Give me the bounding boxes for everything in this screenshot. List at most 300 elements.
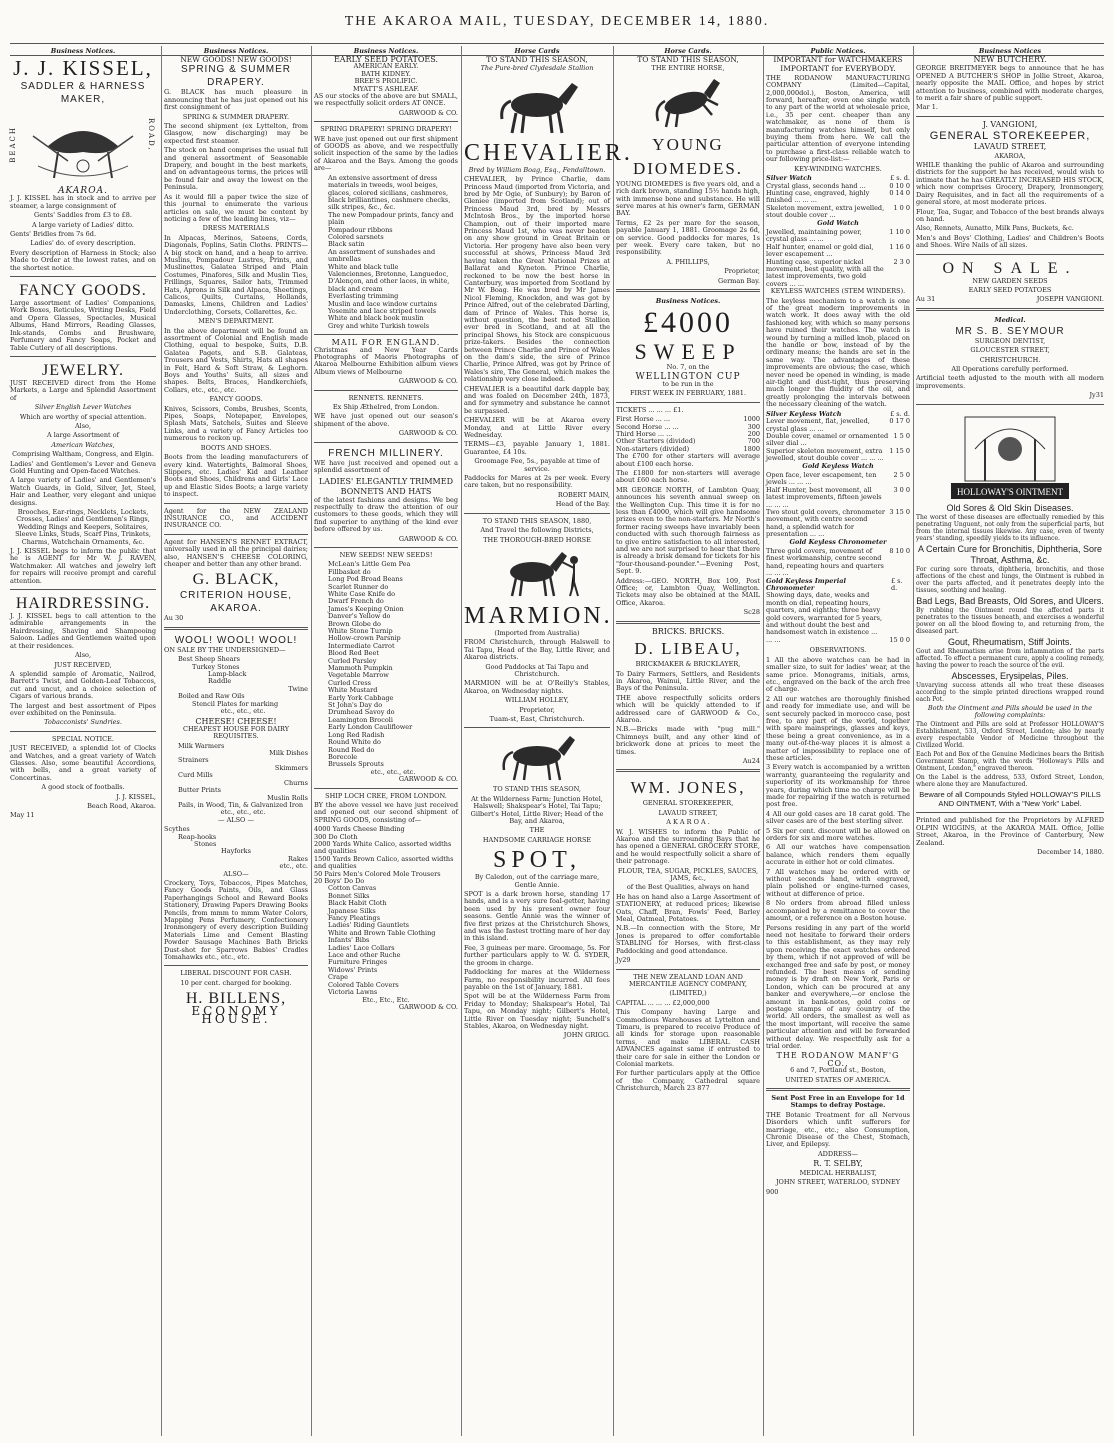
signature: GARWOOD & CO.	[398, 534, 458, 543]
subheading: KEYLESS WATCHES (STEM WINDERS).	[770, 287, 906, 296]
imprint: Printed and published for the Proprietors by ALFRED OLPIN WIGGINS, at the AKAROA MAIL Office, Jollie Street, Akaroa, in the Province of Canterbury, New Zealand.	[916, 816, 1104, 847]
text-block: AKAROA,	[994, 151, 1026, 160]
subheading: Gold Keyless Imperial Chronometer	[766, 576, 846, 593]
text-block: Unvarying success attends all who treat these diseases according to the simple printed directions wrapped round each Pot.	[916, 681, 1104, 703]
list-item: White and Brown Table Clothing	[328, 928, 436, 937]
text-block: Paddocking for mares at the Wilderness Farm, no responsibility incurred. All fees payable on the 1st of January, 1881.	[464, 968, 610, 991]
currency-header: £ s. d.	[890, 576, 903, 593]
section-heading: FANCY GOODS.	[19, 282, 147, 300]
text-block: Agent for the NEW ZEALAND INSURANCE CO., and ACCIDENT INSURANCE CO.	[164, 506, 308, 530]
text-block: He has on hand also a Large Assortment of STATIONERY, at reduced prices; likewise Oats, Chaff, Bran, Fowls' Feed, Barley Meal, Oatmeal, Potatoes.	[616, 892, 760, 924]
text-block: TERMS—£3, payable January 1, 1881. Guarantee, £4 10s.	[464, 440, 610, 456]
text-block: Which are worthy of special attention.	[19, 412, 147, 421]
horse-name: MARMION.	[464, 602, 613, 629]
text-block: LAVAUD STREET,	[973, 142, 1047, 152]
text-block: GEORGE BREITMEYER begs to announce that he has OPENED A BUTCHER'S SHOP in Jollie Street, Akaroa, nearly opposite the MAIL Office, and hopes by strict attention to business, combined with moderate charges, to merit a fair share of public support.	[916, 64, 1104, 103]
column-divider	[763, 46, 764, 1436]
divider	[916, 308, 1104, 311]
list-item: Mammoth Pumpkin	[328, 664, 393, 673]
divider	[314, 334, 458, 335]
text-block: This Company having Large and Commodious Warehouses at Lyttelton and Timaru, is prepared to receive Produce of all kinds for storage upon reasonable terms, and make LIBERAL CASH ADVANCES against same if entrusted to their care for sale in either the London or Colonial markets.	[616, 1008, 760, 1068]
section-heading: LADIES' ELEGANTLY TRIMMED BONNETS AND HATS	[318, 476, 453, 496]
holloway-emblem-icon	[935, 409, 1085, 501]
text-block: Both the Ointment and Pills should be used in the following complaints:	[927, 703, 1093, 719]
list-item: etc., etc., etc.	[220, 707, 266, 716]
text-block: AS our stocks of the above are but SMALL, we respectfully solicit orders AT ONCE.	[314, 92, 458, 108]
text-block: THE Botanic Treatment for all Nervous Disorders which unfit sufferers for marriage, etc., etc.; also Consumption, Chronic Disease of the Chest, Stomach, Liver, and Epilepsy.	[766, 1110, 910, 1149]
text-block: WHILE thanking the public of Akaroa and surrounding districts for the support he has received, would wish to intimate that he has GREATLY INCREASED HIS STOCK, which now comprises Grocery, Drapery, Ironmongery, Dairy Requisites, and in fact all the requirements of a general store, at most moderate prices.	[916, 161, 1104, 207]
text-block: CHEVALIER will be at Akaroa every Monday, and at Little River every Wednesday.	[464, 416, 610, 440]
list-item: BATH KIDNEY.	[361, 69, 411, 78]
divider	[10, 356, 156, 357]
text-block: Artificial teeth adjusted to the mouth with all modern improvements.	[916, 374, 1104, 390]
list-item: Round Red do	[328, 745, 375, 754]
date-code: Jy31	[1089, 391, 1104, 400]
signature: A. PHILLIPS,	[666, 257, 710, 266]
subheading: — ALSO —	[218, 815, 254, 824]
price-value: 1 15 0	[889, 446, 910, 455]
price-list	[766, 418, 910, 462]
list-item: Rakes	[287, 854, 308, 863]
price-value: 2 3 0	[893, 257, 910, 266]
divider	[766, 1088, 910, 1091]
subheading: CHEAPEST HOUSE FOR DAIRY REQUISITES.	[182, 724, 290, 741]
divider	[314, 121, 458, 122]
text-block: Terms, £2 2s per mare for the season, payable January 1, 1881. Groomage 2s 6d, on service. Good paddocks for mares, 1s per week. Every care taken, but no responsibility.	[616, 218, 760, 257]
list-item: Churns	[284, 778, 308, 787]
rodanow-title: THE RODANOW MANF'G CO.,	[776, 1051, 900, 1068]
list-item: Furniture Fringes	[328, 958, 388, 967]
price-row	[766, 259, 910, 289]
list-item: Etc., Etc., Etc.	[362, 995, 410, 1004]
subheading: FANCY GOODS.	[209, 395, 263, 404]
side-label-left: BEACH	[9, 126, 17, 163]
list-item: Brussels Sprouts	[328, 760, 384, 769]
price-label: Two stout gold covers, chronometer movement, with centre second hand, a splendid watch for presentation ... ...	[766, 507, 885, 539]
vangioni-title: J. VANGIONI,	[982, 119, 1038, 129]
divider	[10, 731, 156, 732]
text-block: JUST RECEIVED,	[54, 660, 112, 669]
text-block: of the Best Qualities, always on hand	[626, 883, 750, 892]
prize-label: Non-starters (divided)	[616, 444, 690, 453]
column-header: Horse Cards	[514, 47, 560, 55]
list-item: 4000 Yards Cheese Binding	[314, 825, 405, 834]
list-item: Cotton Canvas	[328, 884, 377, 893]
billens-title: H. BILLENS,	[185, 990, 287, 1008]
text-block: JUST RECEIVED direct from the Home Markets, a Large and Splendid Assortment of	[10, 378, 156, 402]
libeau-title: D. LIBEAU,	[634, 639, 742, 659]
list-item: 2000 Yards White Calico, assorted widths and qualities	[314, 839, 452, 856]
text-block: Paddocks for Mares at 2s per week. Every care taken, but no responsibility.	[464, 474, 610, 490]
list-item: Hayforks	[221, 847, 251, 856]
saddle-illustration	[10, 106, 156, 188]
column-1	[10, 46, 156, 1438]
list-item: Intermediate Carrot	[328, 641, 395, 650]
price-list	[766, 229, 910, 288]
text-block: N.B.—Bricks made with "pug mill." Chimneys built, and any other kind of brickwork done at prices to meet the times.	[616, 725, 760, 756]
list-item: etc., etc.	[279, 862, 308, 871]
dentist-name: MR S. B. SEYMOUR	[955, 325, 1065, 337]
rearing-horse-icon	[646, 75, 730, 131]
text-block: The worst of these diseases are effectually remedied by this penetrating Unguent, not only from the superficial parts, but from the internal tissues likewise. Any case, even of twenty years' standing, speedily yields to its influence.	[916, 513, 1104, 542]
divider	[10, 589, 156, 590]
list-item: An assortment of sunshades and umbrellas	[328, 247, 436, 264]
date-code: Jy29	[616, 956, 631, 965]
text-block: Men's and Boys' Clothing, Ladies' and Children's Boots and Shoes. Wire Nails of all sizes.	[916, 233, 1104, 250]
text-block: J. J. KISSEL begs to inform the public that he is AGENT for Mr W. J. RAVEN, Watchmaker. All watches and jewelry left for repairs will receive prompt and careful attention.	[10, 547, 156, 585]
price-label: Half Hunter, best movement, all latest improvements, fifteen jewels ... ... ...	[766, 485, 882, 509]
column-header: Business Notices.	[353, 47, 419, 55]
section-heading: GENERAL STOREKEEPER,	[929, 130, 1091, 143]
column-header: Business Notices.	[50, 47, 116, 55]
text-block: FIRST WEEK IN FEBRUARY, 1881.	[629, 389, 747, 398]
list-item: Milk Warmers	[178, 741, 225, 750]
section-heading: Gout, Rheumatism, Stiff Joints.	[948, 636, 1072, 647]
text-block: At the Wilderness Farm; Junction Hotel, Halswell; Shakspear's Hotel, Tai Tapu; Gilbert's Hotel, Little River; Head of the Bay, and Akaroa,	[470, 794, 604, 825]
price-label: Lever movement, flat, jewelled, crystal glass ... ...	[766, 417, 870, 433]
signature: GARWOOD & CO.	[398, 1002, 458, 1011]
section-heading: MAIL FOR ENGLAND.	[331, 338, 441, 348]
masthead-rule	[10, 43, 1104, 44]
list-item: Lamp-black	[208, 670, 247, 678]
list-item: Early London Cauliflower	[328, 723, 413, 732]
text-block: All Operations carefully performed.	[951, 364, 1069, 373]
criterion-house: CRITERION HOUSE, AKAROA.	[179, 590, 293, 615]
subheading: Silver Keyless Watch	[766, 409, 842, 418]
goods-list	[164, 656, 308, 715]
price-label: Crystal glass, seconds hand ...	[766, 181, 866, 190]
text-block: Brooches, Ear-rings, Necklets, Lockets, Crosses, Ladies' and Gentlemen's Rings, Wedding Rings and Keepers, Solitaires, Sleeve Links, Studs, Scarf Pins, Trinkets, Charms, Watchchain Ornaments, &c.	[15, 508, 151, 546]
text-block: Also,	[74, 651, 92, 660]
price-row	[766, 448, 910, 463]
text-block: (LIMITED,)	[669, 989, 707, 998]
jones-title: WM. JONES,	[630, 778, 746, 798]
price-row	[766, 205, 910, 220]
subheading: KEY-WINDING WATCHES.	[794, 164, 882, 173]
section-heading: IMPORTANT for WATCHMAKERS	[773, 55, 903, 64]
text-block: The Ointment and Pills are sold at Professor HOLLOWAY'S Establishment, 533, Oxford Street, London; also by nearly every respectable Vendor of Medicine throughout the Civilized World.	[916, 721, 1104, 750]
list-item: Blood Red Beet	[328, 649, 379, 658]
column-divider	[161, 46, 162, 1436]
list-item: Everlasting trimming	[328, 292, 399, 301]
list-item: Japanese Silks	[328, 906, 376, 915]
list-item: Crape	[328, 973, 348, 982]
subheading: Gold Keyless Chronometer	[789, 537, 887, 546]
subheading: Silver Watch	[766, 174, 812, 183]
price-header-row	[766, 578, 910, 593]
observation-item: 3 Every watch is accompanied by a written warranty, guaranteeing the regularity and superiority of its workmanship for three years, during which time no charge will be made for repairing if the watch is returned post free.	[766, 763, 910, 809]
divider	[616, 969, 760, 970]
prize-label: Other Starters (divided)	[616, 437, 696, 446]
date-code: December 14, 1880.	[1037, 848, 1104, 857]
section-heading: SPRING & SUMMER DRAPERY.	[180, 64, 291, 89]
list-item: Reap-hooks	[178, 832, 217, 841]
subheading: OBSERVATIONS.	[809, 646, 867, 655]
text-block: WE have just received and opened out a splendid assortment of	[314, 458, 458, 475]
list-item: Early York Cabbage	[328, 693, 394, 702]
price-value: 0 14 0	[889, 188, 910, 197]
text-block: BRICKMAKER & BRICKLAYER,	[635, 660, 741, 669]
drapery-list	[314, 175, 458, 331]
text-block: J. J. KISSEL begs to call attention to the admirable arrangements in the Hairdressing, Shaving and Shampooing Saloon. Ladies and Gentlemen waited upon at their residences.	[10, 612, 156, 650]
price-label: Hunting case, engraved, highly finished ... ... ...	[766, 188, 870, 205]
list-item: Borecole	[328, 752, 358, 761]
list-item: The new Pompadour prints, fancy and plain	[328, 210, 454, 227]
text-block: A large Assortment of	[46, 431, 120, 440]
text-block: Ex Ship Æthelred, from London.	[332, 403, 440, 412]
text-block: Agent for HANSEN'S RENNET EXTRACT, universally used in all the principal dairies; also, HANSEN'S CHEESE COLORING, cheaper and better than any other brand.	[164, 537, 308, 568]
text-block: BY the above vessel we have just received and opened out our second shipment of SPRING GOODS, consisting of—	[314, 800, 458, 824]
list-item: Best Sheep Shears	[178, 655, 241, 664]
list-item: Ladies' Lace Collars	[328, 943, 395, 952]
column-7	[916, 46, 1104, 1438]
horse-with-groom-icon	[492, 546, 582, 600]
price-value: 1 10 0	[889, 227, 910, 236]
text-block: Crockery, Toys, Tobaccos, Pipes Matches, Fancy Goods Paints, Oils, and Glass Paperhangings School and Reward Books Stationery, Drawing Papers Drawing Books Pencils, from mmm to mmm Water Colors, Mapping Pens Perfumery, Confectionery Ironmongery of every description Building Materials Lime and Cement Blasting Powder Sausage Machines Bath Bricks Dust-shot for Sparrows Babies' Cradles Tomahawks etc., etc., etc.	[164, 878, 308, 962]
text-block: FROM Christchurch, through Halswell to Tai Tapu, Head of the Bay, Little River, and Akaroa districts.	[464, 638, 610, 662]
text-block: Persons residing in any part of the world need not hesitate to forward their orders to this establishment, as they may rely upon receiving the exact watches ordered by them, which if not approved of will be exchanged free and safe by post, or money refunded. The best means of sending money is by draft on New York, Paris or London, which can be procured at any banker and everywhere,—or enclose the amount in bank-notes, gold coins or postage stamps of any country of the world. All orders, the smallest as well as the most important, will receive the same particular attention and will be forwarded without delay. We respectfully ask for a trial order.	[766, 923, 910, 1050]
text-block: A good stock of footballs.	[41, 783, 125, 792]
list-item: McLean's Little Gem Pea	[328, 560, 411, 569]
list-item: 1500 Yards Brown Calico, assorted widths and qualities	[314, 854, 454, 871]
subheading: DRESS MATERIALS	[202, 224, 270, 233]
list-item: Bonnet Silks	[328, 891, 370, 900]
signature: ROBERT MAIN,	[557, 490, 610, 499]
section-heading: THE NEW ZEALAND LOAN AND MERCANTILE AGENCY COMPANY,	[629, 972, 747, 988]
list-item: Pompadour ribbons	[328, 225, 393, 234]
observation-item: 8 No orders from abroad filled unless accompanied by a remittance to cover the amount, or a reference on a Boston house.	[766, 899, 910, 923]
section-heading: A Certain Cure for Bronchitis, Diphtheria, Sore Throat, Asthma, &c.	[917, 543, 1103, 565]
prize-label: First Horse ... ...	[616, 415, 671, 424]
holloway-banner: HOLLOWAY'S OINTMENT	[956, 486, 1064, 497]
on-sale-heading: ON SALE.	[942, 259, 1078, 277]
section-heading: TO STAND THIS SEASON,	[637, 55, 739, 64]
text-block: WE have just opened out our season's shipment of the above.	[314, 412, 458, 428]
text-block: Gents' Bridles from 7s 6d.	[10, 230, 97, 239]
text-block: Large assortment of Ladies' Companions, Work Boxes, Reticules, Writing Desks, Field and Opera Glasses, Spectacles, Musical Albums, Hand Mirrors, Reading Glasses, Ink-stands, Combs and Brushware, Perfumery and Fancy Soaps, Pocket and Table Cutlery of all descriptions.	[10, 299, 156, 352]
column-6	[766, 46, 910, 1438]
text-block: ON SALE BY THE UNDERSIGNED—	[164, 645, 286, 654]
section-heading: NEW BUTCHERY.	[973, 55, 1047, 64]
text-block: Silver English Lever Watches	[34, 403, 132, 412]
price-row	[766, 472, 910, 487]
text-block: JOHN STREET, WATERLOO, SYDNEY	[775, 1178, 901, 1187]
list-item: Infants' Bibs	[328, 936, 370, 945]
price-row	[766, 592, 910, 644]
price-value: 2 5 0	[893, 470, 910, 479]
list-item: Raddle	[208, 677, 232, 686]
price-value: 1 0 0	[893, 203, 910, 212]
section-heading: BRICKS. BRICKS.	[651, 626, 725, 636]
list-item: Brown Globe do	[328, 619, 381, 628]
section-heading: HAIRDRESSING.	[15, 595, 151, 613]
list-item: Victoria Lawns	[328, 988, 378, 997]
subheading: BOOTS AND SHOES.	[200, 443, 272, 452]
carriage-horse-icon	[492, 732, 582, 784]
text-block: The Pure-bred Clydesdale Stallion	[480, 64, 594, 73]
price-row	[766, 433, 910, 448]
section-heading: RENNETS. RENNETS.	[348, 393, 424, 402]
text-block: In the above department will be found an assortment of Colonial and English made Clothing, equal to bespoke, Suits, D.B. Galatea Pagets, and S.B. Galateas, Trousers and Vests, Shirts, Hats all shapes in Felt, Hard & Soft Straw, & Leghorn. Boys and Youths' Suits, all sizes and shapes. Belts, Braces, Handkerchiefs, Collars, etc., etc., etc.	[164, 326, 308, 394]
section-heading: TO STAND THIS SEASON, 1880,	[482, 516, 592, 525]
saddle-icon	[28, 106, 138, 186]
column-divider	[613, 46, 614, 1436]
price-label: Double cover, enamel or ornamented silver dial ...	[766, 431, 889, 448]
list-item: Ladies' Riding Gauntlets	[328, 921, 410, 930]
section-heading: EARLY SEED POTATOES.	[333, 55, 439, 64]
text-block: GENERAL STOREKEEPER,	[642, 799, 734, 808]
section-heading: FRENCH MILLINERY.	[328, 447, 444, 459]
text-block: The keyless mechanism to a watch is one of the great modern improvements in watch work. It does away with the old fashioned key, with which so many persons have ruined their watches. The watch is wound by turning a milled knob, placed on the handle or bow, instead of by the ordinary means; the hands are set in the same way. The advantages of these improvements are obvious; the case, which never need be opened in winding, is made air-tight and dust-tight, thus preserving much longer the fluidity of the oil, and greatly prolonging the intervals between the necessary cleaning of the watch.	[766, 296, 910, 409]
list-item: 50 Pairs Men's Colored Mole Trousers	[314, 869, 441, 878]
section-heading: Abscesses, Erysipelas, Piles.	[951, 670, 1069, 681]
divider	[314, 390, 458, 391]
price-list	[766, 472, 910, 539]
text-block: NEW GARDEN SEEDS	[972, 276, 1048, 285]
divider	[314, 547, 458, 548]
list-item: Skimmers	[274, 763, 308, 772]
price-row	[766, 190, 910, 205]
list-item: etc., etc., etc.	[370, 767, 416, 776]
signature: Proprietor,	[519, 705, 555, 714]
text-block: To Dairy Farmers, Settlers, and Residents in Akaroa, Wainui, Little River, and the Bays of the Peninsula.	[616, 669, 760, 693]
section-heading: Old Sores & Old Skin Diseases.	[946, 502, 1074, 513]
text-block: of the latest fashions and designs. We beg respectfully to draw the attention of our customers to these goods, which they will find superior to anything of the kind ever before offered by us.	[314, 495, 458, 534]
date-code: Au 31	[916, 295, 936, 304]
subheading: Gold Watch	[817, 218, 859, 227]
date-code: May 11	[10, 811, 35, 820]
text-block: Every description of Harness in Stock; also Made to Order at the lowest rates, and on the shortest notice.	[10, 248, 156, 272]
price-label: Hunting case, superior nickel movement, best quality, with all the latest improvements, two gold covers ... ...	[766, 257, 884, 288]
signature: GARWOOD & CO.	[398, 377, 458, 386]
price-value: 8 10 0	[889, 547, 910, 555]
list-item: White and black tulle	[328, 262, 399, 271]
list-item: Pails, in Wood, Tin, & Galvanized Iron	[178, 800, 304, 809]
divider	[10, 276, 156, 277]
text-block: Tobacconists' Sundries.	[44, 718, 122, 727]
text-block: Boots from the leading manufacturers of every kind. Watertights, Balmoral Shoes, Slippers, etc. Ladies' Kid and Leather Boots and Shoes, Childrens and Girls' Lace up and Elastic Sides Boots; a large variety to inspect.	[164, 453, 308, 499]
price-label: Jewelled, maintaining power, crystal glass ... ...	[766, 227, 862, 244]
divider	[616, 289, 760, 292]
section-heading: SPRING DRAPERY! SPRING DRAPERY!	[320, 125, 452, 134]
subheading: MEN'S DEPARTMENT.	[198, 317, 274, 326]
section-heading: WOOL! WOOL! WOOL!	[174, 634, 298, 646]
signature: GARWOOD & CO.	[398, 775, 458, 784]
divider	[164, 534, 308, 535]
list-item: Dwarf French do	[328, 597, 384, 606]
observation-item: 6 All our watches have compensation balance, which renders them equally accurate in either hot or cold climates.	[766, 843, 910, 867]
list-item: Black Habit Cloth	[328, 899, 387, 908]
text-block: Gents' Saddles from £3 to £8.	[34, 211, 132, 220]
kissel-place: AKAROA.	[58, 186, 108, 196]
text-block: HANDSOME CARRIAGE HORSE	[482, 835, 592, 844]
text-block: THE	[529, 826, 545, 835]
text-block: LIBERAL DISCOUNT FOR CASH.	[180, 969, 292, 978]
list-item: Danver's Yellow do	[328, 612, 391, 621]
subheading: Gold Keyless Watch	[802, 461, 874, 470]
price-label: Skeleton movement, extra jewelled, stout double cover ...	[766, 203, 885, 220]
signature: Head of the Bay.	[555, 500, 610, 509]
kissel-subtitle: SADDLER & HARNESS MAKER,	[20, 81, 146, 105]
column-header: Business Notices.	[203, 47, 269, 55]
date-code: Au24	[742, 756, 760, 765]
text-block: 10 per cent. charged for booking.	[180, 978, 292, 987]
text-block: Christmas and New Year Cards Photographs of Maoris Photographs of Akaroa Melbourne Exhibition album views Album views of Melbourne	[314, 345, 458, 376]
section-label: Business Notices.	[655, 297, 721, 306]
list-item: Muslin and lace window curtains	[328, 299, 437, 308]
list-item: Boiled and Raw Oils	[178, 692, 245, 701]
column-header: Public Notices.	[810, 47, 866, 55]
list-item: Curd Mills	[178, 771, 213, 780]
text-block: The stock on hand comprises the usual full and general assortment of Seasonable Drapery, and bought in the best markets, and on advantageous terms, the prices will be found fair and away the lowest on the Peninsula.	[164, 146, 308, 192]
tools-list	[164, 826, 308, 870]
section-heading: TO STAND THIS SEASON,	[493, 785, 581, 794]
price-row	[766, 548, 910, 578]
date-code: 900	[766, 1187, 779, 1196]
text-block: Comprising Waltham, Congress, and Elgin.	[12, 450, 154, 459]
text-block: Ladies' do. of every description.	[30, 239, 136, 248]
price-label: Showing days, date, weeks and month on dial, repeating hours, quarters, and eighths; three heavy gold covers, warranted for 5 years, and without doubt the best and handsomest watch in existence ... ... ...	[766, 591, 883, 644]
signature: Tuam-st, East, Christchurch.	[489, 714, 585, 723]
text-block: N.B.—In connection with the Store, Mr Jones is prepared to offer comfortable STABLING for Horses, with first-class Paddocking and good attendance.	[616, 924, 760, 955]
column-3	[314, 46, 458, 1438]
cup-title: WELLINGTON CUP	[635, 371, 741, 382]
text-block: Each Pot and Box of the Genuine Medicines bears the British Government Stamp, with the words "Holloway's Pills and Ointment, London," engraved thereon.	[916, 751, 1104, 773]
text-block: Spot will be at the Wilderness Farm from Friday to Monday; Shakspear's Hotel, Tai Tapu, on Monday night; Gilbert's Hotel, Little River on Tuesday night; Sunchell's Stables, Akaroa, on Wednesday night.	[464, 992, 610, 1030]
text-block: FLOUR, TEA, SUGAR, PICKLES, SAUCES, JAMS, &c.,	[617, 866, 759, 883]
price-value: 3 15 0	[889, 507, 910, 516]
horse-name: SPOT,	[493, 847, 581, 874]
divider	[314, 442, 458, 443]
list-item: AMERICAN EARLY.	[353, 62, 419, 71]
text-block: American Watches,	[51, 440, 115, 449]
section-heading: CHEESE! CHEESE!	[195, 717, 277, 727]
text-block: A K A R O A .	[666, 818, 710, 827]
column-divider	[461, 46, 462, 1436]
list-item: 300 Do Cloth	[314, 832, 358, 841]
masthead: THE AKAROA MAIL, TUESDAY, DECEMBER 14, 1880.	[344, 14, 770, 29]
price-row	[766, 244, 910, 259]
text-block: YOUNG DIOMEDES is five years old, and a rich dark brown, standing 15½ hands high, with immense bone and substance. He will serve mares at his owner's farm, GERMAN BAY.	[616, 179, 760, 218]
list-item: Butter Prints	[178, 786, 221, 795]
divider	[916, 812, 1104, 813]
list-item: Fancy Pleatings	[328, 914, 381, 923]
list-item: Grey and white Turkish towels	[328, 321, 430, 330]
price-label: Three gold covers, movement of finest workmanship, centre second hand, repeating hours and quarters ... ... ...	[766, 547, 884, 578]
list-item: Strainers	[178, 756, 209, 765]
text-block: SPRING & SUMMER DRAPERY.	[182, 112, 290, 121]
list-item: Curled Cress	[328, 678, 372, 687]
text-block: Also,	[74, 421, 92, 430]
list-item: MYATT'S ASHLEAF.	[352, 84, 419, 93]
section-heading: IMPORTANT for EVERYBODY.	[780, 64, 896, 74]
text-block: Ladies' and Gentlemen's Lever and Geneva Gold Hunting and Open-faced Watches.	[10, 459, 156, 475]
list-item: Scythes	[164, 825, 190, 834]
text-block: The £1800 for non-starters will average about £60 each horse.	[616, 468, 760, 485]
observation-item: 7 All watches may be ordered with or without seconds hand, with engraved, plain polished or engine-turned cases, without at difference of price.	[766, 867, 910, 898]
list-item: An extensive assortment of dress materials in tweeds, wool beiges, glaces, colored sicilians, cashmeres, black brilliantines, cashmere checks, silk stripes, &c., &c.	[328, 173, 451, 212]
g-black-title: G. BLACK,	[192, 571, 280, 589]
signature: German Bay.	[718, 276, 760, 285]
potato-list	[314, 63, 458, 93]
text-block: WE have just opened out our first shipment of GOODS as above, and we respectfully solicit inspection of the same by the ladies of Akaroa and the Bays. Among the goods are—	[314, 134, 458, 173]
price-label: Half hunter, enamel or gold dial, lever escapement ...	[766, 242, 874, 259]
text-block: 6 and 7, Portland st., Boston,	[790, 1066, 886, 1075]
text-block: W. J. WISHES to inform the Public of Akaroa and the surrounding Bays that he has opened a GENERAL GROCERY STORE, and he would respectfully solicit a share of their patronage.	[616, 827, 760, 866]
list-item: Hollow-crown Parsnip	[328, 634, 401, 643]
list-item: Curled Parsley	[328, 656, 377, 665]
price-label: Superior skeleton movement, extra jewelled, stout double cover ... ... ...	[766, 446, 884, 463]
